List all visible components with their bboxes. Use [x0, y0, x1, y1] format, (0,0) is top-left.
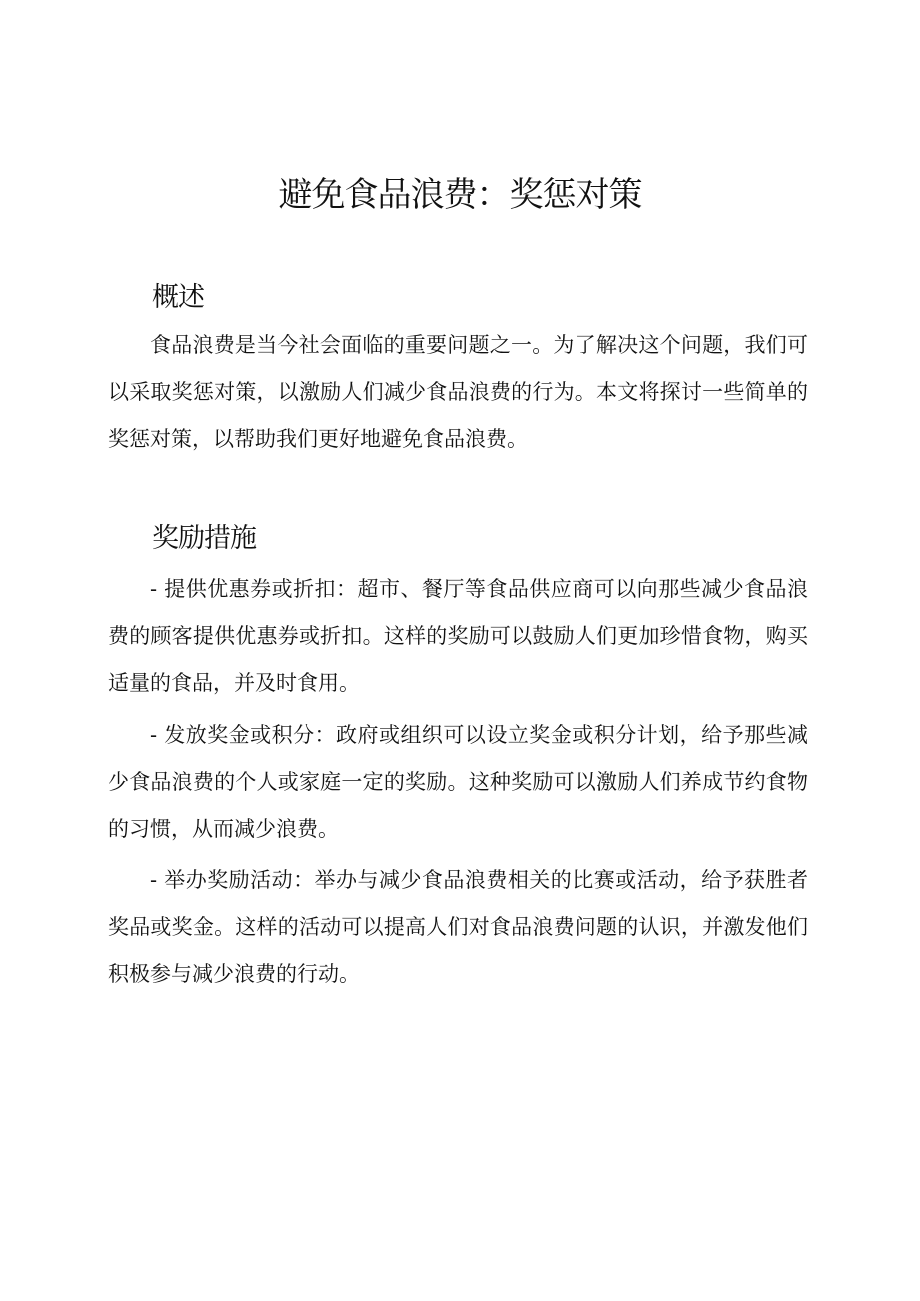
reward-item-bonus-points: - 发放奖金或积分：政府或组织可以设立奖金或积分计划，给予那些减少食品浪费的个人或家庭一定的奖励。这种奖励可以激励人们养成节约食物的习惯，从而减少浪费。	[108, 723, 808, 841]
document-title: 避免食品浪费：奖惩对策	[278, 175, 642, 215]
section-heading-overview: 概述	[152, 282, 204, 313]
overview-paragraph: 食品浪费是当今社会面临的重要问题之一。为了解决这个问题，我们可以采取奖惩对策，以激励人们减少食品浪费的行为。本文将探讨一些简单的奖惩对策，以帮助我们更好地避免食品浪费。	[108, 333, 808, 451]
section-heading-rewards: 奖励措施	[152, 523, 256, 554]
reward-item-activities: - 举办奖励活动：举办与减少食品浪费相关的比赛或活动，给予获胜者奖品或奖金。这样的活动可以提高人们对食品浪费问题的认识，并激发他们积极参与减少浪费的行动。	[108, 868, 808, 986]
reward-item-coupons: - 提供优惠券或折扣：超市、餐厅等食品供应商可以向那些减少食品浪费的顾客提供优惠券或折扣。这样的奖励可以鼓励人们更加珍惜食物，购买适量的食品，并及时食用。	[108, 577, 808, 695]
